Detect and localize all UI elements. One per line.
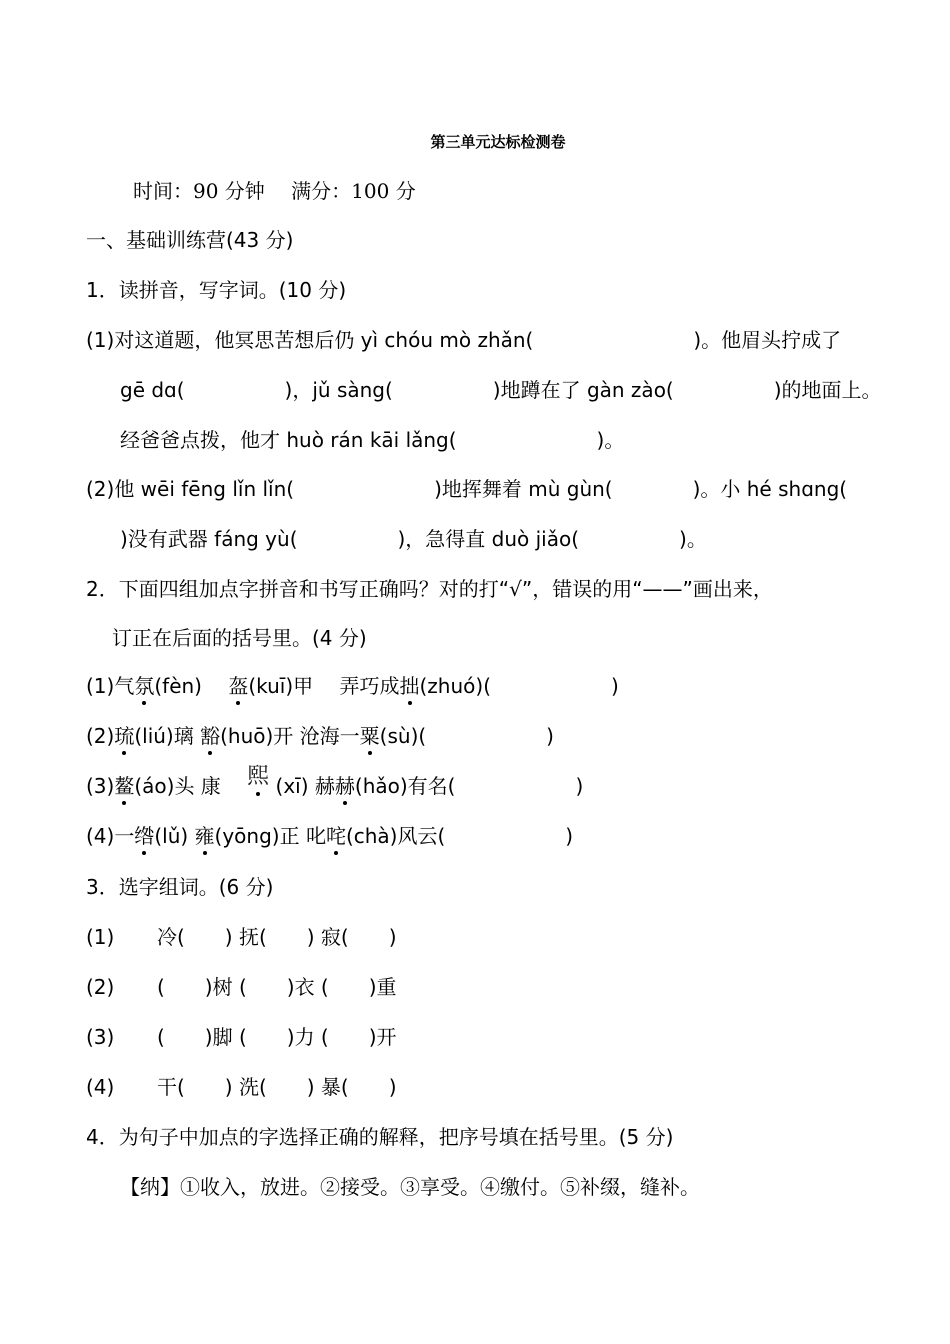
q3-num-3: (3) (86, 1025, 115, 1049)
q2-row-text: (1)气 (86, 674, 135, 698)
dotted-char: 氛 (134, 671, 154, 701)
time-score-line: 时间：90 分钟 满分：100 分 (133, 179, 416, 203)
dotted-char: 盔 (228, 671, 248, 701)
dotted-char: 拙 (400, 671, 420, 701)
q2-row-text: (xī) 赫 (269, 774, 335, 798)
q4-na-definitions: 【纳】①收入，放进。②接受。③享受。④缴付。⑤补缀，缝补。 (120, 1175, 700, 1199)
q3-row-2: ( )树 ( )衣 ( )重 (157, 975, 397, 999)
q2-row-4 (86, 821, 573, 851)
q2-row-2 (86, 721, 554, 751)
q3-num-4: (4) (86, 1075, 115, 1099)
q3-num-1: (1) (86, 925, 115, 949)
q2-heading-a: 2．下面四组加点字拼音和书写正确吗？对的打“√”，错误的用“——”画出来， (86, 577, 773, 601)
q3-row-1: 冷( ) 抚( ) 寂( ) (157, 925, 397, 949)
q1-heading: 1．读拼音，写字词。(10 分) (86, 278, 347, 302)
q2-row-text: (zhuó)( ) (419, 674, 619, 698)
q3-heading: 3．选字组词。(6 分) (86, 875, 274, 899)
q2-row-text: (liú)璃 (134, 724, 201, 748)
q2-row-3 (86, 764, 584, 802)
dotted-char: 豁 (200, 721, 220, 751)
q2-row-text: (3) (86, 774, 115, 798)
dotted-char: 琉 (114, 721, 134, 751)
q3-row-3: ( )脚 ( )力 ( )开 (157, 1025, 397, 1049)
q1-line-3: 经爸爸点拨，他才 huò rán kāi lǎng( )。 (120, 428, 625, 452)
dotted-char: 熙 (247, 762, 269, 792)
dotted-char: 粟 (360, 721, 380, 751)
q2-row-text: (sù)( ) (379, 724, 554, 748)
dotted-char: 赫 (335, 771, 355, 801)
q1-line-2: gē dɑ( )，jǔ sàng( )地蹲在了 gàn zào( )的地面上。 (120, 378, 882, 402)
q2-row-text: (huō)开 沧海一 (220, 724, 360, 748)
q2-row-text: (hǎo)有名( ) (354, 774, 584, 798)
q1-line-1: (1)对这道题，他冥思苦想后仍 yì chóu mò zhǎn( )。他眉头拧成了 (86, 328, 842, 352)
page-title: 第三单元达标检测卷 (430, 133, 566, 151)
q2-row-text: (lǔ) (154, 824, 195, 848)
q3-num-2: (2) (86, 975, 115, 999)
q4-heading: 4．为句子中加点的字选择正确的解释，把序号填在括号里。(5 分) (86, 1125, 674, 1149)
q2-row-text: (4)一 (86, 824, 135, 848)
q1-line-4: (2)他 wēi fēng lǐn lǐn( )地挥舞着 mù gùn( )。小 hé shɑng( (86, 477, 848, 501)
q2-row-1 (86, 671, 619, 701)
q2-row-text: (áo)头 康 (134, 774, 248, 798)
dotted-char: 绺 (134, 821, 154, 851)
q2-row-text: (2) (86, 724, 115, 748)
q2-heading-b: 订正在后面的括号里。(4 分) (112, 626, 367, 650)
q3-row-4: 干( ) 洗( ) 暴( ) (157, 1075, 397, 1099)
q1-line-5: )没有武器 fáng yù( )，急得直 duò jiǎo( )。 (120, 527, 707, 551)
section-1-heading: 一、基础训练营(43 分) (86, 228, 294, 252)
q2-row-text: (fèn) (154, 674, 229, 698)
q2-row-text: (kuī)甲 弄巧成 (248, 674, 400, 698)
dotted-char: 咤 (326, 821, 346, 851)
q2-row-text: (yōng)正 叱 (214, 824, 326, 848)
dotted-char: 雍 (195, 821, 215, 851)
dotted-char: 鳌 (114, 771, 134, 801)
q2-row-text: (chà)风云( ) (345, 824, 574, 848)
